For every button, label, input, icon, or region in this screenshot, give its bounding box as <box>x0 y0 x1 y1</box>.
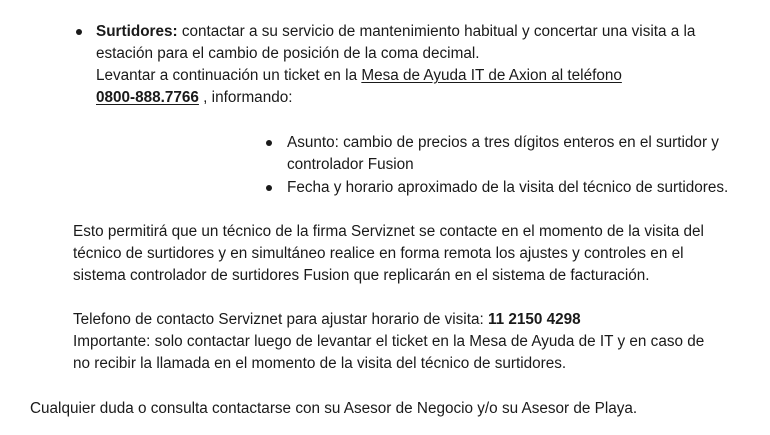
surtidores-text: contactar a su servicio de mantenimiento habitual y concertar una visita a la <box>177 23 696 40</box>
contact-phone-value: 11 2150 4298 <box>487 311 581 328</box>
paragraph-line-1: Esto permitirá que un técnico de la firma Serviznet se contacte en el momento de la visita del <box>73 223 704 240</box>
surtidores-line-1 <box>96 21 695 43</box>
informando-text: , informando: <box>198 89 293 106</box>
sub-bullet-1-line-2: controlador Fusion <box>287 156 414 173</box>
surtidores-line-2: estación para el cambio de posición de la coma decimal. <box>96 45 480 62</box>
surtidores-line-4 <box>96 87 292 109</box>
surtidores-line-3 <box>96 65 622 87</box>
contact-phone-line <box>73 309 581 331</box>
paragraph-line-3: sistema controlador de surtidores Fusion que replicarán en el sistema de facturación. <box>73 267 650 284</box>
contact-phone-label: Telefono de contacto Serviznet para ajustar horario de visita: <box>73 311 488 328</box>
important-line-2: no recibir la llamada en el momento de la visita del técnico de surtidores. <box>73 355 567 372</box>
surtidores-label: Surtidores: <box>96 23 178 40</box>
ticket-text: Levantar a continuación un ticket en la <box>96 67 362 84</box>
sub-bullet-1-line-1: Asunto: cambio de precios a tres dígitos enteros en el surtidor y <box>287 134 719 151</box>
helpdesk-phone[interactable]: 0800-888.7766 <box>96 89 199 106</box>
bullet-icon <box>76 29 82 35</box>
helpdesk-link[interactable]: Mesa de Ayuda IT de Axion al teléfono <box>361 67 622 84</box>
paragraph-line-2: técnico de surtidores y en simultáneo realice en forma remota los ajustes y controles en el <box>73 245 684 262</box>
bullet-icon <box>266 185 272 191</box>
bullet-icon <box>266 140 272 146</box>
important-line-1: Importante: solo contactar luego de levantar el ticket en la Mesa de Ayuda de IT y en caso de <box>73 333 705 350</box>
sub-bullet-2: Fecha y horario aproximado de la visita del técnico de surtidores. <box>287 179 729 196</box>
closing-line: Cualquier duda o consulta contactarse con su Asesor de Negocio y/o su Asesor de Playa. <box>30 400 638 417</box>
